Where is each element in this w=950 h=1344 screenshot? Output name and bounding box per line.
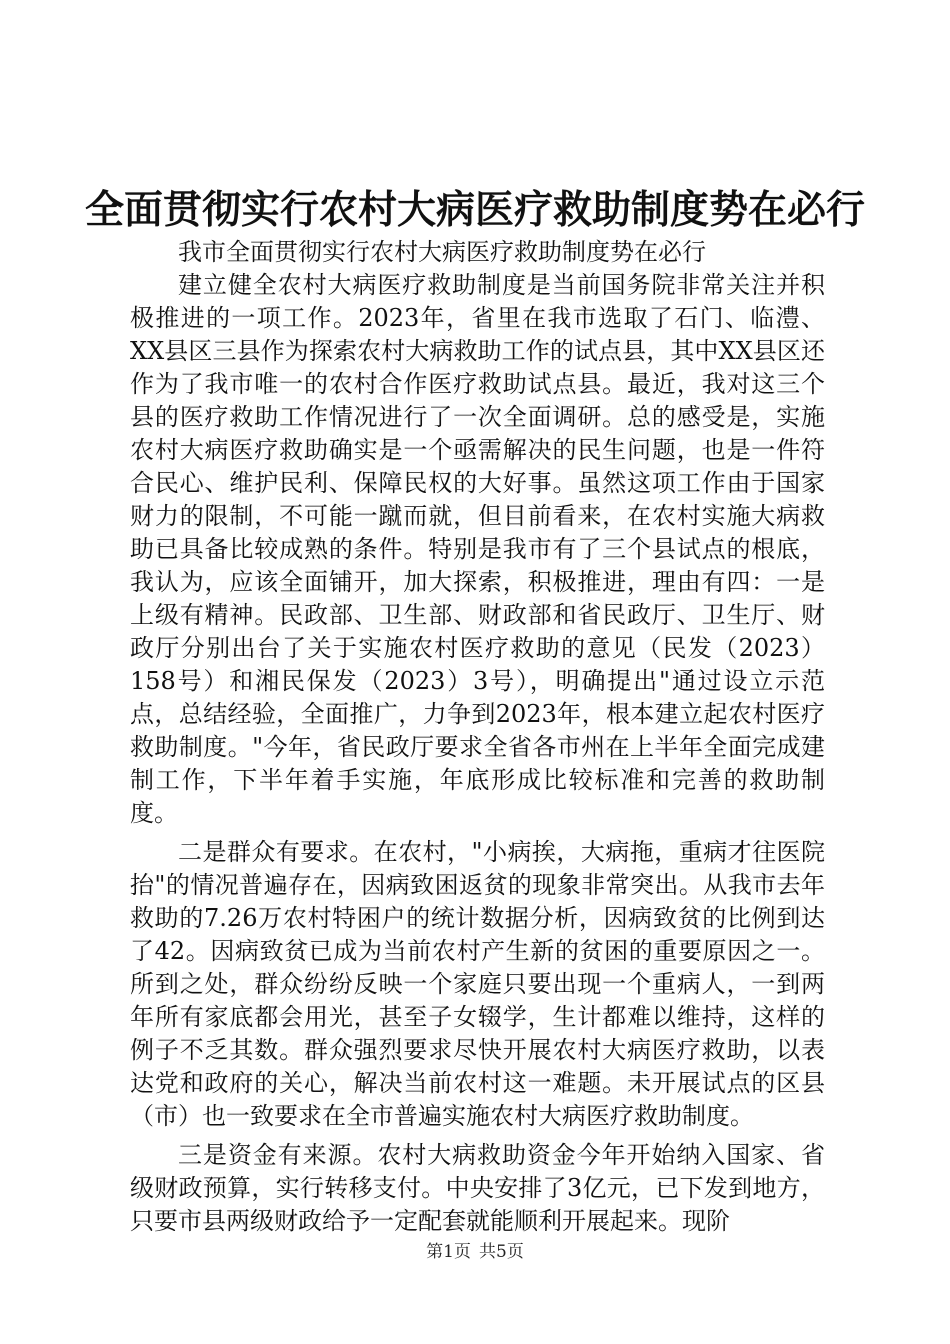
document-subtitle: 我市全面贯彻实行农村大病医疗救助制度势在必行 <box>178 238 706 266</box>
paragraph-3: 三是资金有来源。农村大病救助资金今年开始纳入国家、省级财政预算，实行转移支付。中央安排了3亿元，已下发到地方，只要市县两级财政给予一定配套就能顺利开展起来。现阶 <box>130 1141 825 1235</box>
document-body <box>130 236 825 1238</box>
page-number: 第1页 <box>426 1242 471 1262</box>
page-footer <box>0 1240 950 1264</box>
paragraph-1: 建立健全农村大病医疗救助制度是当前国务院非常关注并积极推进的一项工作。2023年，省里在我市选取了石门、临澧、XX县区三县作为探索农村大病救助工作的试点县，其中XX县区还作为了我市唯一的农村合作医疗救助试点县。最近，我对这三个县的医疗救助工作情况进行了一次全面调研。总的感受是，实施农村大病医疗救助确实是一个亟需解决的民生问题，也是一件符合民心、维护民利、保障民权的大好事。虽然这项工作由于国家财力的限制，不可能一蹴而就，但目前看来，在农村实施大病救助已具备比较成熟的条件。特别是我市有了三个县试点的根底，我认为，应该全面铺开，加大探索，积极推进，理由有四：一是上级有精神。民政部、卫生部、财政部和省民政厅、卫生厅、财政厅分别出台了关于实施农村医疗救助的意见（民发（2023）158号）和湘民保发（2023）3号），明确提出"通过设立示范点，总结经验，全面推广，力争到2023年，根本建立起农村医疗救助制度。"今年，省民政厅要求全省各市州在上半年全面完成建制工作，下半年着手实施，年底形成比较标准和完善的救助制度。 <box>130 271 825 827</box>
paragraph-2: 二是群众有要求。在农村，"小病挨，大病拖，重病才往医院抬"的情况普遍存在，因病致困返贫的现象非常突出。从我市去年救助的7.26万农村特困户的统计数据分析，因病致贫的比例到达了42。因病致贫已成为当前农村产生新的贫困的重要原因之一。所到之处，群众纷纷反映一个家庭只要出现一个重病人，一到两年所有家底都会用光，甚至子女辍学，生计都难以维持，这样的例子不乏其数。群众强烈要求尽快开展农村大病医疗救助，以表达党和政府的关心，解决当前农村这一难题。未开展试点的区县（市）也一致要求在全市普遍实施农村大病医疗救助制度。 <box>130 838 825 1130</box>
document-title: 全面贯彻实行农村大病医疗救助制度势在必行 <box>84 187 865 233</box>
page-total: 共5页 <box>479 1242 524 1262</box>
